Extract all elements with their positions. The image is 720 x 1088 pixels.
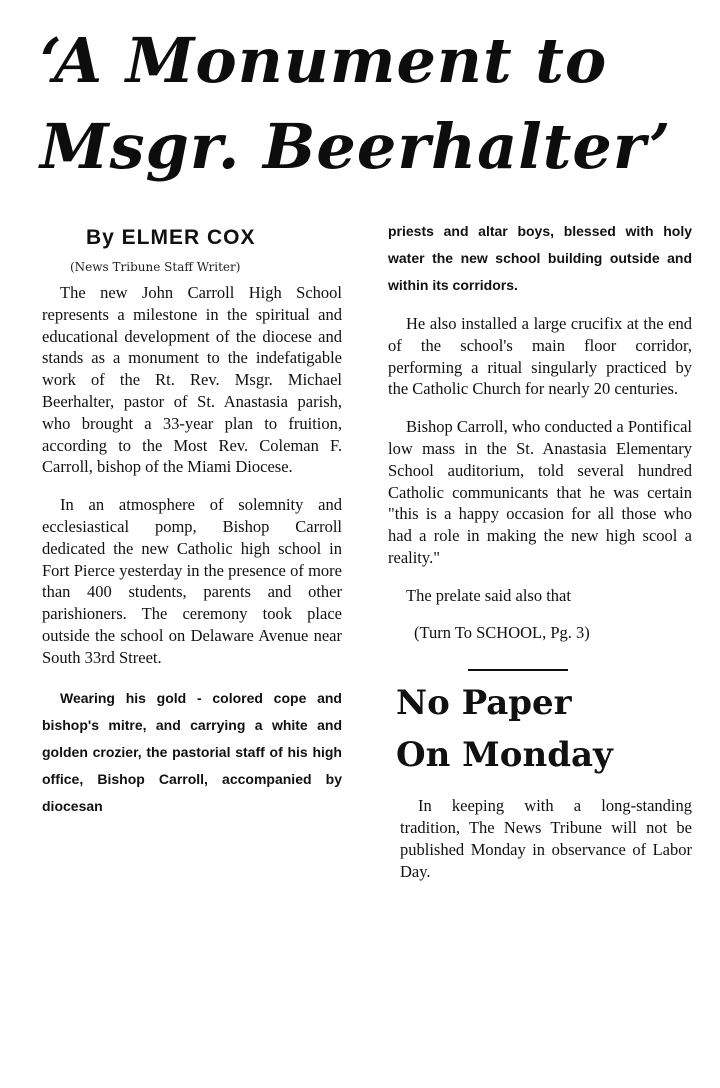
article-paragraph: He also installed a large crucifix at the end of the school's main floor corridor, performing a ritual singularly practiced by the Catholic Church for nearly 20 centuries. — [388, 314, 692, 399]
notice-headline-line-2: On Monday — [396, 734, 613, 775]
headline-line-1: ‘A Monument to — [40, 24, 608, 97]
byline: By ELMER COX — [86, 226, 256, 249]
article-paragraph: The new John Carroll High School represents a milestone in the spiritual and educational development of the diocese and stands as a monument to the indefatigable work of the Rt. Rev. Msgr. Michael Beerhalter, pastor of St. Anastasia parish, who brought a 33-year plan to fruition, according to the Most Rev. Coleman F. Carroll, bishop of the Miami Diocese. — [42, 283, 342, 477]
article-bold-paragraph: Wearing his gold - colored cope and bishop's mitre, and carrying a white and golden crozier, the pastorial staff of his high office, Bishop Carroll, accompanied by diocesan — [42, 689, 342, 814]
headline-line-2: Msgr. Beerhalter’ — [40, 110, 672, 183]
article-bold-paragraph: priests and altar boys, blessed with holy water the new school building outside and within its corridors. — [388, 223, 692, 293]
left-column — [42, 226, 342, 834]
jump-line: (Turn To SCHOOL, Pg. 3) — [414, 622, 590, 642]
article-paragraph: In an atmosphere of solemnity and ecclesiastical pomp, Bishop Carroll dedicated the new Catholic high school in Fort Pierce yesterday in the presence of more than 400 students, parents and other parishioners. The ceremony took place outside the school on Delaware Avenue near South 33rd Street. — [42, 495, 342, 667]
article-paragraph: Bishop Carroll, who conducted a Pontifical low mass in the St. Anastasia Elementary School auditorium, told several hundred Catholic communicants that he was certain "this is a happy occasion for all those who had a role in making the new high scool a reality." — [388, 417, 692, 567]
right-column — [388, 218, 692, 883]
notice-headline — [396, 677, 692, 781]
section-divider — [468, 669, 568, 671]
article-paragraph: The prelate said also that — [406, 585, 571, 605]
article-headline — [40, 18, 700, 190]
notice-headline-line-1: No Paper — [396, 682, 572, 723]
staff-credit: (News Tribune Staff Writer) — [70, 260, 241, 274]
notice-text: In keeping with a long-standing tradition, The News Tribune will not be published Monday in observance of Labor Day. — [400, 795, 692, 881]
